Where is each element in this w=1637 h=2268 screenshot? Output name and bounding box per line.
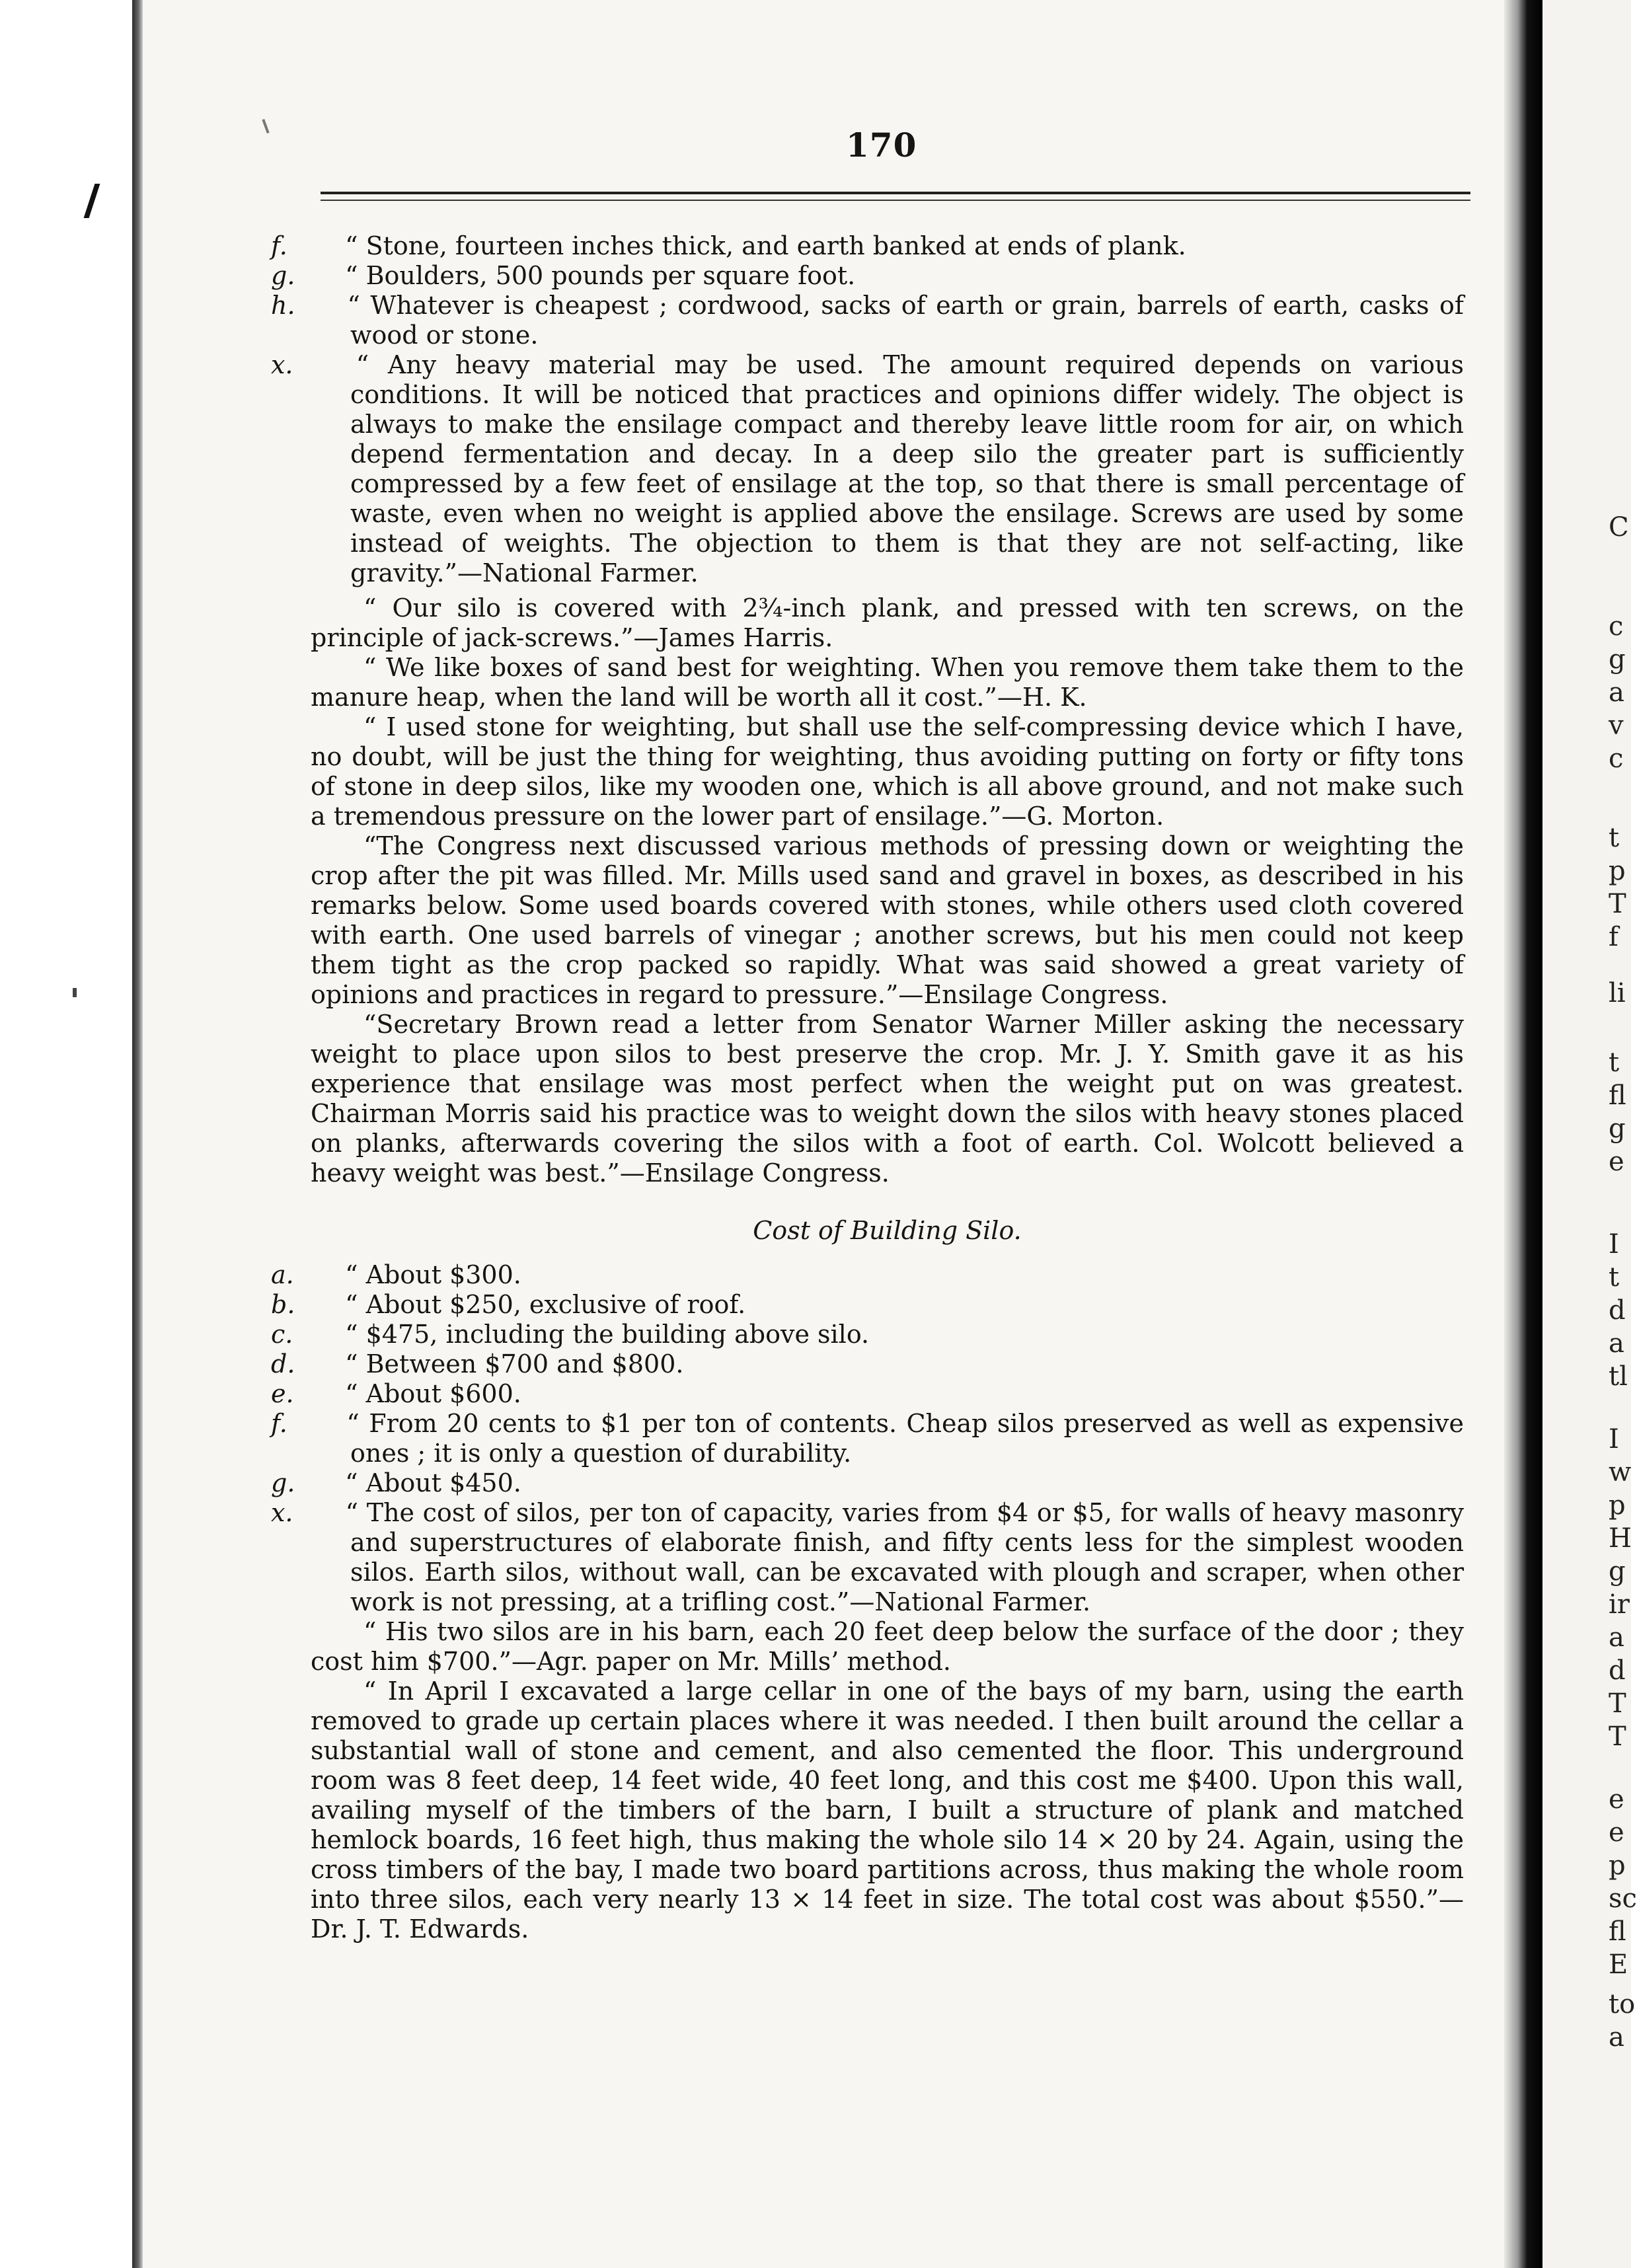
facing-page-fragment: f: [1609, 922, 1618, 952]
section-heading: Cost of Building Silo.: [753, 1216, 1022, 1245]
paragraph-text: “ Boulders, 500 pounds per square foot.: [345, 261, 856, 290]
cost-text: “ About $300.: [345, 1260, 521, 1289]
item-letter: g.: [271, 261, 295, 290]
facing-page-fragment: ir: [1609, 1589, 1630, 1620]
page-edge-shadow: [132, 0, 143, 2268]
quote-james-harris: “ Our silo is covered with 2¾-inch plank, and pressed with ten screws, on the principle of jack-screws.”—James Harris.: [311, 593, 1464, 652]
page-number: 170: [846, 126, 917, 165]
facing-page-fragment: tl: [1609, 1361, 1628, 1392]
cost-text: “ $475, including the building above silo.: [345, 1320, 870, 1349]
facing-page-fragment: g: [1609, 1114, 1626, 1144]
cost-item-x: [271, 1498, 1464, 1617]
item-letter: f.: [271, 1409, 287, 1438]
facing-page-fragment: C: [1609, 512, 1629, 543]
cost-text: “ Between $700 and $800.: [345, 1349, 684, 1379]
facing-page-fragment: sc: [1609, 1883, 1637, 1914]
cost-item-g: [271, 1468, 1464, 1498]
facing-page-fragment: g: [1609, 1556, 1626, 1587]
facing-page-fragment: p: [1609, 1850, 1626, 1881]
facing-page-fragment: p: [1609, 856, 1626, 886]
paragraph-h: [271, 291, 1464, 350]
cost-item-a: [271, 1260, 1464, 1290]
facing-page-fragment: w: [1609, 1457, 1632, 1488]
cost-item-d: [271, 1349, 1464, 1379]
facing-page-fragment: to: [1609, 1989, 1636, 2020]
paragraph-text: “ Any heavy material may be used. The amount required depends on various conditions. It will be noticed that practices and opinions differ widely. The object is always to make the ensilage compact and thereby leave little room for air, on which depend fermentation and decay. In a deep silo the greater part is sufficiently compressed by a few feet of ensilage at the top, so that there is small percentage of waste, even when no weight is applied above the ensilage. Screws are used by some instead of weights. The objection to them is that they are not self-acting, like gravity.”—National Farmer.: [350, 350, 1464, 587]
facing-page-fragment: c: [1609, 743, 1624, 774]
facing-page-fragment: T: [1609, 889, 1626, 919]
header-rule-thick: [321, 192, 1470, 194]
cost-text: “ About $600.: [345, 1379, 521, 1408]
facing-page-fragment: e: [1609, 1817, 1624, 1848]
facing-page-fragment: fl: [1609, 1916, 1626, 1947]
item-letter: c.: [271, 1320, 293, 1349]
facing-page-fragment: t: [1609, 823, 1620, 853]
facing-page-fragment: a: [1609, 1622, 1624, 1653]
item-letter: x.: [271, 1498, 293, 1527]
facing-page-fragment: a: [1609, 1328, 1624, 1359]
header-rule-thin: [321, 200, 1470, 201]
quote-mills-method: “ His two silos are in his barn, each 20 feet deep below the surface of the door ; they cost him $700.”—Agr. paper on Mr. Mills’ method.: [311, 1617, 1464, 1676]
quote-ensilage-congress-1: “The Congress next discussed various methods of pressing down or weighting the crop after the pit was filled. Mr. Mills used sand and gravel in boxes, as described in his remarks below. Some used boards covered with stones, while others used cloth covered with earth. One used barrels of vinegar ; another screws, but his men could not keep them tight as the crop packed so rapidly. What was said showed a great variety of opinions and practices in regard to pressure.”—Ensilage Congress.: [311, 831, 1464, 1009]
cost-item-b: [271, 1290, 1464, 1320]
cost-text: “ About $250, exclusive of roof.: [345, 1290, 746, 1319]
item-letter: a.: [271, 1260, 294, 1289]
item-letter: e.: [271, 1379, 294, 1408]
margin-tick: [73, 988, 77, 997]
cost-item-e: [271, 1379, 1464, 1409]
quote-dr-edwards: “ In April I excavated a large cellar in one of the bays of my barn, using the earth removed to grade up certain places where it was needed. I then built around the cellar a substantial wall of stone and cement, and also cemented the floor. This underground room was 8 feet deep, 14 feet wide, 40 feet long, and this cost me $400. Upon this wall, availing myself of the timbers of the barn, I built a structure of plank and matched hemlock boards, 16 feet high, thus making the whole silo 14 × 20 by 24. Again, using the cross timbers of the bay, I made two board partitions across, thus making the whole room into three silos, each very nearly 13 × 14 feet in size. The total cost was about $550.”—Dr. J. T. Edwards.: [311, 1677, 1464, 1944]
facing-page-fragment: H: [1609, 1523, 1632, 1554]
scan-margin: [0, 0, 135, 2268]
paragraph-x: [271, 350, 1464, 588]
facing-page-fragment: c: [1609, 611, 1624, 642]
quote-g-morton: “ I used stone for weighting, but shall use the self-compressing device which I have, no doubt, will be just the thing for weighting, thus avoiding putting on forty or fifty tons of stone in deep silos, like my wooden one, which is all above ground, and not make such a tremendous pressure on the lower part of ensilage.”—G. Morton.: [311, 712, 1464, 831]
paragraph-text: “ Whatever is cheapest ; cordwood, sacks of earth or grain, barrels of earth, casks of wood or stone.: [347, 291, 1464, 350]
facing-page-fragment: e: [1609, 1784, 1624, 1815]
cost-text: “ From 20 cents to $1 per ton of contents. Cheap silos preserved as well as expensive ones ; it is only a question of durability.: [346, 1409, 1464, 1468]
facing-page-fragment: e: [1609, 1147, 1624, 1177]
cost-item-f: [271, 1409, 1464, 1468]
quote-hk: “ We like boxes of sand best for weighting. When you remove them take them to the manure heap, when the land will be worth all it cost.”—H. K.: [311, 653, 1464, 712]
facing-page-fragment: g: [1609, 644, 1626, 675]
item-letter: d.: [271, 1349, 295, 1379]
facing-page-fragment: fl: [1609, 1080, 1626, 1111]
facing-page-fragment: E: [1609, 1949, 1628, 1980]
item-letter: f.: [271, 231, 287, 260]
facing-page-fragment: T: [1609, 1688, 1626, 1719]
facing-page-fragment: t: [1609, 1047, 1620, 1078]
facing-page-fragment: p: [1609, 1490, 1626, 1521]
item-letter: b.: [271, 1290, 295, 1319]
facing-page-fragment: a: [1609, 677, 1624, 708]
item-letter: x.: [271, 350, 293, 379]
page-body: [271, 231, 1464, 1944]
facing-page-fragment: a: [1609, 2022, 1624, 2053]
facing-page-fragment: t: [1609, 1262, 1620, 1293]
paragraph-f: [271, 231, 1464, 261]
book-gutter: [1504, 0, 1542, 2268]
facing-page-fragment: I: [1609, 1229, 1619, 1260]
facing-page-fragment: T: [1609, 1721, 1626, 1752]
cost-item-c: [271, 1320, 1464, 1349]
facing-page-fragment: I: [1609, 1424, 1619, 1455]
paragraph-text: “ Stone, fourteen inches thick, and earth banked at ends of plank.: [345, 231, 1186, 260]
item-letter: g.: [271, 1468, 295, 1497]
cost-text: “ About $450.: [345, 1468, 521, 1497]
facing-page-fragment: d: [1609, 1295, 1626, 1326]
facing-page-fragment: v: [1609, 710, 1624, 741]
facing-page-fragment: d: [1609, 1655, 1626, 1686]
paragraph-g: [271, 261, 1464, 291]
item-letter: h.: [271, 291, 295, 320]
cost-text: “ The cost of silos, per ton of capacity, varies from $4 or $5, for walls of heavy masonry and superstructures of elaborate finish, and fifty cents less for the simplest wooden silos. Earth silos, without wall, can be excavated with plough and scraper, when other work is not pressing, at a trifling cost.”—National Farmer.: [345, 1498, 1464, 1616]
facing-page-fragment: li: [1609, 978, 1626, 1008]
quote-ensilage-congress-2: “Secretary Brown read a letter from Senator Warner Miller asking the necessary weight to place upon silos to best preserve the crop. Mr. J. Y. Smith gave it as his experience that ensilage was most perfect when the weight put on was greatest. Chairman Morris said his practice was to weight down the silos with heavy stones placed on planks, afterwards covering the silos with a foot of earth. Col. Wolcott believed a heavy weight was best.”—Ensilage Congress.: [311, 1010, 1464, 1188]
